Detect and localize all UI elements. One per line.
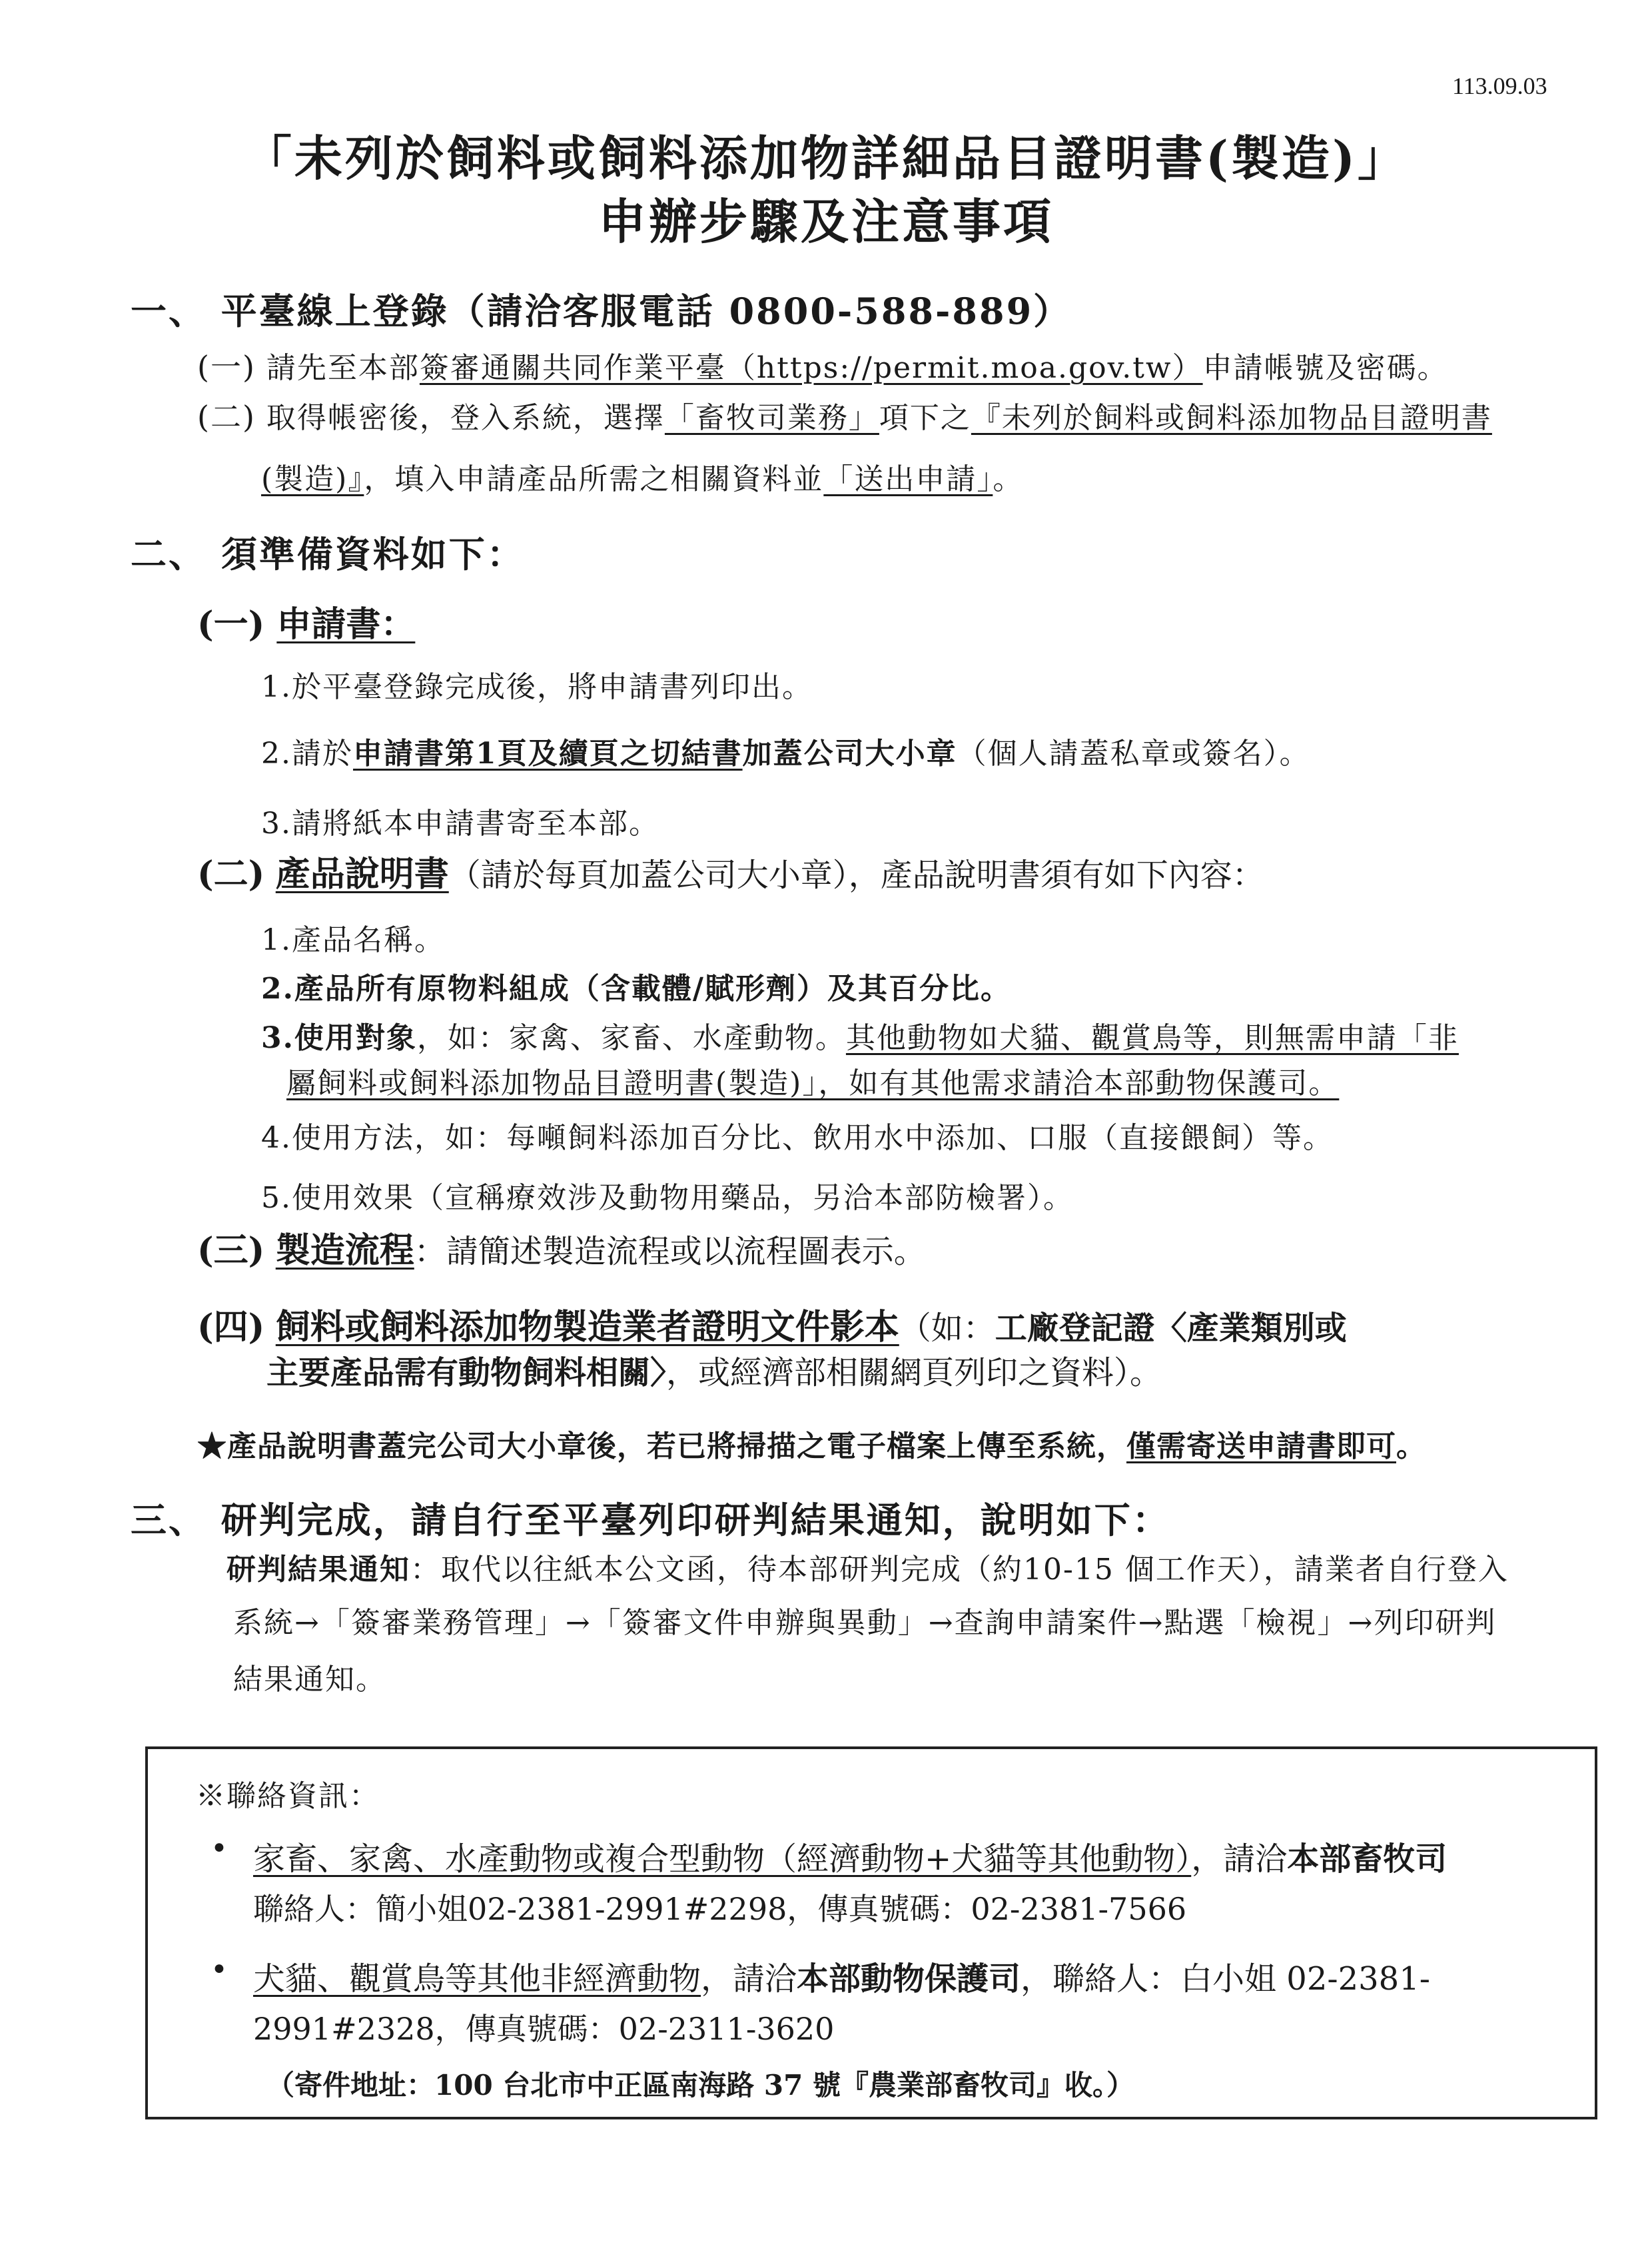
text: （如：: [899, 1310, 995, 1347]
text: ，請洽: [1191, 1840, 1288, 1878]
mailing-address: （寄件地址：100 台北市中正區南海路 37 號『農業部畜牧司』收。）: [266, 2069, 1134, 2101]
bullet-icon: •: [210, 1832, 228, 1866]
contact-2-line-2: 2991#2328，傳真號碼：02-2311-3620: [253, 2011, 835, 2047]
text-underlined: 「送出申請」: [823, 462, 993, 496]
text: ，如：家禽、家畜、水產動物。: [416, 1021, 846, 1055]
title-line-2: 申辦步驟及注意事項: [598, 193, 1054, 250]
text: 申請帳號及密碼。: [1202, 351, 1448, 385]
text-underlined: 僅需寄送申請書即可: [1126, 1429, 1396, 1463]
item-number: (三): [197, 1230, 265, 1271]
item-number: (一): [197, 604, 265, 645]
text-underlined: 犬貓、觀賞鳥等其他非經濟動物: [253, 1960, 701, 1998]
text: 。: [1396, 1429, 1426, 1463]
s2-b-3: [261, 1014, 1459, 1056]
text: ，填入申請產品所需之相關資料並: [364, 462, 824, 496]
s2-a-3: 3.請將紙本申請書寄至本部。: [261, 807, 659, 841]
s3-line-1: [226, 1545, 1509, 1588]
bullet-icon: •: [210, 1953, 228, 1987]
text: 2.請於: [261, 737, 353, 771]
text: 取得帳密後，登入系統，選擇: [266, 401, 665, 435]
s1-item-2: [197, 393, 1492, 437]
text-bold: 3.使用對象: [261, 1021, 417, 1055]
text: （請於每頁加蓋公司大小章），產品說明書須有如下內容：: [448, 857, 1264, 894]
document-date: 113.09.03: [1452, 73, 1547, 99]
text-bold: 加蓋公司大小章: [742, 737, 957, 771]
text: ：請簡述製造流程或以流程圖表示。: [414, 1233, 926, 1270]
text-underlined: 其他動物如犬貓、觀賞鳥等，則無需申請「非: [845, 1021, 1459, 1055]
item-number: (二): [197, 854, 265, 895]
section-3-heading: 三、 研判完成，請自行至平臺列印研判結果通知，說明如下：: [131, 1499, 1170, 1541]
text-bold: 本部動物保護司: [797, 1960, 1021, 1998]
text: ，或經濟部相關網頁列印之資料）。: [666, 1354, 1162, 1391]
s1-item-2-cont: [261, 455, 1023, 498]
contact-2: [253, 1953, 1430, 1999]
text-underlined: (製造)』: [261, 462, 364, 496]
text-bold: 主要產品需有動物飼料相關〉: [266, 1354, 667, 1391]
s3-line-2: 系統→「簽審業務管理」→「簽審文件申辦與異動」→查詢申請案件→點選「檢視」→列印研判: [233, 1606, 1497, 1640]
s2-b-3-cont: [286, 1059, 1339, 1102]
text-underlined: 「畜牧司業務」: [664, 401, 879, 435]
s3-line-3: 結果通知。: [233, 1663, 386, 1696]
text: ：取代以往紙本公文函，待本部研判完成（約10-15 個工作天），請業者自行登入: [410, 1553, 1509, 1587]
s2-note: [197, 1422, 1426, 1465]
s2-b-4: 4.使用方法，如：每噸飼料添加百分比、飲用水中添加、口服（直接餵飼）等。: [261, 1121, 1334, 1155]
text-underlined: 屬飼料或飼料添加物品目證明書(製造)」，如有其他需求請洽本部動物保護司。: [286, 1066, 1340, 1100]
s2-b-1: 1.產品名稱。: [261, 923, 445, 957]
section-2-heading: 二、 須準備資料如下：: [131, 533, 525, 575]
item-number: (一): [197, 349, 256, 385]
s2-a-2: [261, 729, 1310, 772]
s2-sub-b: [197, 846, 1264, 896]
s2-sub-c: [197, 1222, 926, 1272]
text: ，請洽: [701, 1960, 797, 1998]
text: ★產品說明書蓋完公司大小章後，若已將掃描之電子檔案上傳至系統，: [197, 1429, 1126, 1463]
section-1-heading: 一、 平臺線上登錄（請洽客服電話 0800-588-889）: [131, 290, 1072, 332]
text-underlined: 家畜、家禽、水產動物或複合型動物（經濟動物+犬貓等其他動物）: [253, 1840, 1192, 1878]
text-bold: 本部畜牧司: [1287, 1840, 1447, 1878]
s2-sub-d-cont: [266, 1347, 1162, 1393]
text-underlined: 申請書第1頁及續頁之切結書: [352, 737, 743, 771]
item-number: (二): [197, 399, 256, 435]
s2-b-5: 5.使用效果（宣稱療效涉及動物用藥品，另洽本部防檢署）。: [261, 1181, 1074, 1215]
text: 項下之: [879, 401, 971, 435]
text-bold: 研判結果通知: [226, 1553, 410, 1587]
contact-1: [253, 1833, 1447, 1879]
text: 。: [993, 462, 1024, 496]
text-underlined: 『未列於飼料或飼料添加物品目證明書: [971, 401, 1492, 435]
subheading: 申請書：: [276, 604, 416, 645]
s2-a-1: 1.於平臺登錄完成後，將申請書列印出。: [261, 670, 813, 704]
platform-link[interactable]: 簽審通關共同作業平臺（https://permit.moa.gov.tw）: [419, 351, 1203, 385]
s1-item-1: [197, 343, 1448, 387]
contact-1-line-2: 聯絡人：簡小姐02-2381-2991#2298，傳真號碼：02-2381-7566: [253, 1891, 1187, 1927]
text-bold: 工廠登記證〈產業類別或: [995, 1310, 1347, 1347]
subheading: 飼料或飼料添加物製造業者證明文件影本: [275, 1307, 899, 1347]
text: ，聯絡人：白小姐 02-2381-: [1021, 1960, 1430, 1998]
s2-sub-a: [197, 596, 415, 646]
subheading: 製造流程: [275, 1230, 414, 1271]
s2-b-2: 2.產品所有原物料組成（含載體/賦形劑）及其百分比。: [261, 972, 1012, 1006]
title-line-1: 「未列於飼料或飼料添加物詳細品目證明書(製造)」: [243, 130, 1409, 187]
item-number: (四): [197, 1307, 265, 1347]
text: 請先至本部: [266, 351, 420, 385]
contact-heading: ※聯絡資訊：: [196, 1779, 380, 1813]
s2-sub-d: [197, 1299, 1347, 1349]
subheading: 產品說明書: [275, 854, 449, 895]
text: （個人請蓋私章或簽名）。: [957, 737, 1310, 771]
